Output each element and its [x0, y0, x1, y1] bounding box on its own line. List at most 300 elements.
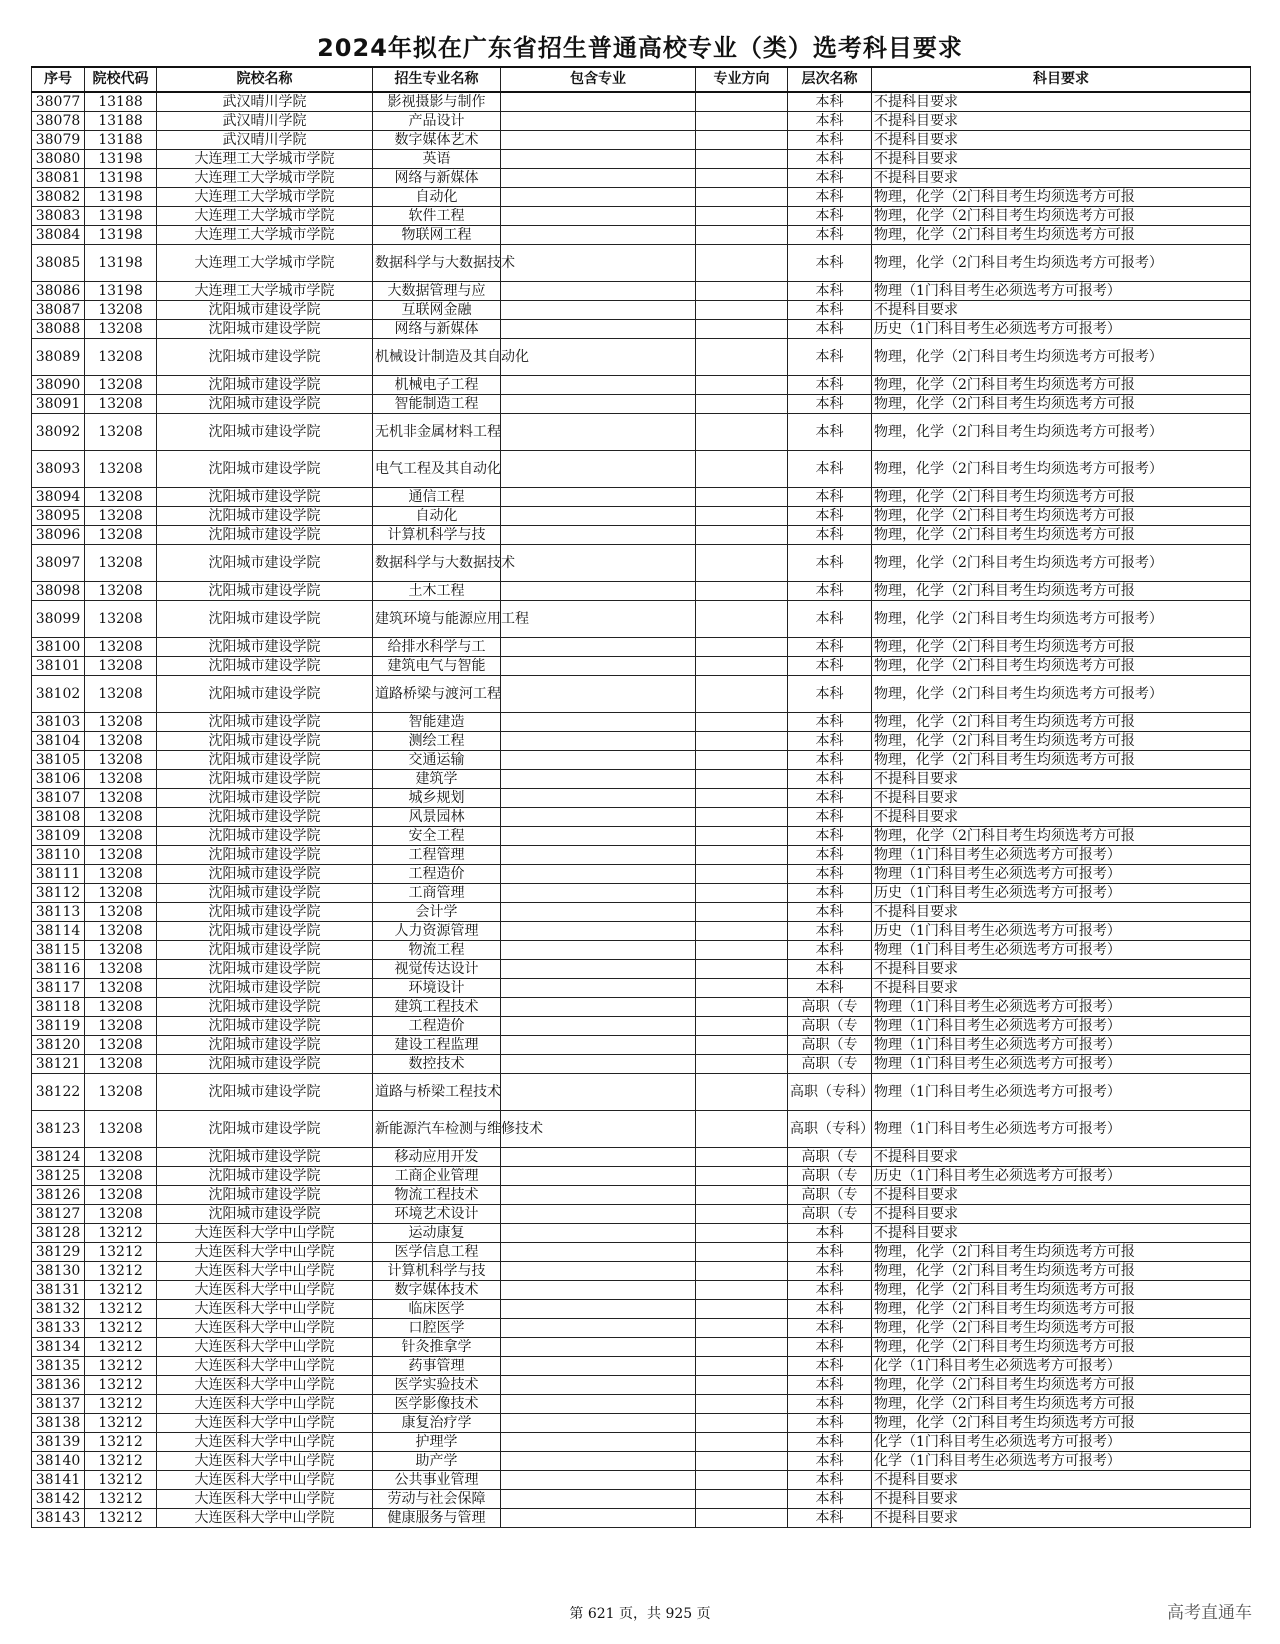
cell-included — [501, 1376, 696, 1395]
cell-level: 高职（专 — [788, 1205, 872, 1224]
cell-school: 沈阳城市建设学院 — [157, 488, 373, 507]
col-header-code: 院校代码 — [85, 67, 157, 92]
cell-requirement: 物理，化学（2门科目考生均须选考方可报考） — [872, 676, 1251, 713]
cell-id: 38106 — [32, 770, 85, 789]
cell-id: 38117 — [32, 979, 85, 998]
cell-school: 大连医科大学中山学院 — [157, 1281, 373, 1300]
cell-included — [501, 545, 696, 582]
cell-included — [501, 582, 696, 601]
cell-id: 38134 — [32, 1338, 85, 1357]
cell-level: 本科 — [788, 922, 872, 941]
cell-direction — [696, 545, 788, 582]
cell-direction — [696, 1471, 788, 1490]
cell-requirement: 不提科目要求 — [872, 112, 1251, 131]
cell-id: 38090 — [32, 376, 85, 395]
cell-level: 本科 — [788, 789, 872, 808]
cell-school: 沈阳城市建设学院 — [157, 789, 373, 808]
cell-major: 会计学 — [373, 903, 501, 922]
cell-id: 38127 — [32, 1205, 85, 1224]
cell-included — [501, 320, 696, 339]
table-row — [32, 1414, 1251, 1433]
cell-id: 38096 — [32, 526, 85, 545]
cell-direction — [696, 1262, 788, 1281]
table-row — [32, 1433, 1251, 1452]
cell-included — [501, 979, 696, 998]
cell-code: 13208 — [85, 451, 157, 488]
cell-level: 本科 — [788, 1395, 872, 1414]
cell-requirement: 物理（1门科目考生必须选考方可报考） — [872, 1017, 1251, 1036]
col-header-major: 招生专业名称 — [373, 67, 501, 92]
table-row — [32, 998, 1251, 1017]
cell-code: 13208 — [85, 301, 157, 320]
cell-code: 13212 — [85, 1414, 157, 1433]
cell-level: 本科 — [788, 226, 872, 245]
cell-direction — [696, 1111, 788, 1148]
cell-included — [501, 1414, 696, 1433]
cell-direction — [696, 188, 788, 207]
table-row — [32, 376, 1251, 395]
cell-major: 视觉传达设计 — [373, 960, 501, 979]
cell-code: 13198 — [85, 226, 157, 245]
cell-school: 大连理工大学城市学院 — [157, 245, 373, 282]
cell-code: 13188 — [85, 92, 157, 112]
brand-watermark: 高考直通车 — [1167, 1603, 1252, 1623]
cell-direction — [696, 960, 788, 979]
cell-level: 本科 — [788, 1357, 872, 1376]
table-row — [32, 488, 1251, 507]
cell-school: 大连医科大学中山学院 — [157, 1414, 373, 1433]
cell-major: 工商企业管理 — [373, 1167, 501, 1186]
cell-major: 建设工程监理 — [373, 1036, 501, 1055]
cell-requirement: 不提科目要求 — [872, 903, 1251, 922]
cell-major: 软件工程 — [373, 207, 501, 226]
cell-direction — [696, 1224, 788, 1243]
cell-code: 13188 — [85, 112, 157, 131]
cell-code: 13208 — [85, 414, 157, 451]
table-row — [32, 1205, 1251, 1224]
cell-id: 38082 — [32, 188, 85, 207]
cell-id: 38131 — [32, 1281, 85, 1300]
cell-requirement: 不提科目要求 — [872, 1186, 1251, 1205]
cell-level: 本科 — [788, 865, 872, 884]
cell-level: 本科 — [788, 526, 872, 545]
page-title: 2024年拟在广东省招生普通高校专业（类）选考科目要求 — [317, 34, 963, 62]
cell-school: 沈阳城市建设学院 — [157, 676, 373, 713]
cell-requirement: 化学（1门科目考生必须选考方可报考） — [872, 1433, 1251, 1452]
cell-id: 38122 — [32, 1074, 85, 1111]
cell-level: 本科 — [788, 884, 872, 903]
cell-direction — [696, 1357, 788, 1376]
cell-major: 运动康复 — [373, 1224, 501, 1243]
cell-included — [501, 751, 696, 770]
table-row — [32, 1395, 1251, 1414]
cell-id: 38124 — [32, 1148, 85, 1167]
cell-level: 本科 — [788, 676, 872, 713]
cell-direction — [696, 1395, 788, 1414]
table-row — [32, 1262, 1251, 1281]
cell-school: 沈阳城市建设学院 — [157, 751, 373, 770]
cell-included — [501, 808, 696, 827]
cell-major: 电气工程及其自动化 — [373, 451, 501, 488]
cell-level: 本科 — [788, 245, 872, 282]
cell-included — [501, 676, 696, 713]
subject-requirements-table — [31, 66, 1251, 1528]
table-row — [32, 582, 1251, 601]
cell-direction — [696, 245, 788, 282]
cell-school: 大连医科大学中山学院 — [157, 1243, 373, 1262]
table-row — [32, 339, 1251, 376]
cell-code: 13208 — [85, 1074, 157, 1111]
cell-requirement: 不提科目要求 — [872, 131, 1251, 150]
cell-major: 影视摄影与制作 — [373, 92, 501, 112]
table-row — [32, 638, 1251, 657]
table-row — [32, 414, 1251, 451]
table-row — [32, 922, 1251, 941]
cell-school: 大连医科大学中山学院 — [157, 1338, 373, 1357]
cell-level: 本科 — [788, 131, 872, 150]
cell-requirement: 物理，化学（2门科目考生均须选考方可报 — [872, 395, 1251, 414]
col-header-included: 包含专业 — [501, 67, 696, 92]
cell-level: 本科 — [788, 1281, 872, 1300]
table-row — [32, 732, 1251, 751]
cell-code: 13212 — [85, 1452, 157, 1471]
cell-code: 13208 — [85, 657, 157, 676]
table-row — [32, 1376, 1251, 1395]
cell-school: 沈阳城市建设学院 — [157, 827, 373, 846]
table-row — [32, 226, 1251, 245]
cell-included — [501, 1357, 696, 1376]
cell-level: 本科 — [788, 92, 872, 112]
cell-school: 沈阳城市建设学院 — [157, 713, 373, 732]
cell-id: 38141 — [32, 1471, 85, 1490]
cell-major: 移动应用开发 — [373, 1148, 501, 1167]
cell-level: 本科 — [788, 1376, 872, 1395]
cell-id: 38126 — [32, 1186, 85, 1205]
cell-school: 大连医科大学中山学院 — [157, 1319, 373, 1338]
cell-school: 大连理工大学城市学院 — [157, 188, 373, 207]
cell-id: 38125 — [32, 1167, 85, 1186]
cell-school: 沈阳城市建设学院 — [157, 638, 373, 657]
cell-id: 38093 — [32, 451, 85, 488]
cell-requirement: 物理，化学（2门科目考生均须选考方可报 — [872, 657, 1251, 676]
cell-direction — [696, 1433, 788, 1452]
cell-id: 38115 — [32, 941, 85, 960]
cell-school: 沈阳城市建设学院 — [157, 414, 373, 451]
cell-code: 13198 — [85, 207, 157, 226]
cell-included — [501, 1243, 696, 1262]
cell-direction — [696, 884, 788, 903]
cell-requirement: 物理，化学（2门科目考生均须选考方可报 — [872, 1262, 1251, 1281]
cell-level: 本科 — [788, 207, 872, 226]
cell-major: 人力资源管理 — [373, 922, 501, 941]
cell-code: 13208 — [85, 713, 157, 732]
cell-direction — [696, 376, 788, 395]
cell-code: 13208 — [85, 960, 157, 979]
cell-level: 本科 — [788, 601, 872, 638]
cell-requirement: 不提科目要求 — [872, 979, 1251, 998]
cell-requirement: 不提科目要求 — [872, 808, 1251, 827]
cell-id: 38142 — [32, 1490, 85, 1509]
cell-id: 38138 — [32, 1414, 85, 1433]
cell-major: 建筑电气与智能 — [373, 657, 501, 676]
cell-code: 13212 — [85, 1224, 157, 1243]
cell-included — [501, 226, 696, 245]
col-header-direction: 专业方向 — [696, 67, 788, 92]
cell-code: 13208 — [85, 751, 157, 770]
cell-requirement: 不提科目要求 — [872, 1490, 1251, 1509]
cell-major: 通信工程 — [373, 488, 501, 507]
cell-level: 本科 — [788, 941, 872, 960]
cell-direction — [696, 150, 788, 169]
cell-code: 13208 — [85, 884, 157, 903]
cell-code: 13208 — [85, 676, 157, 713]
cell-code: 13208 — [85, 770, 157, 789]
cell-requirement: 物理，化学（2门科目考生均须选考方可报考） — [872, 339, 1251, 376]
cell-requirement: 物理，化学（2门科目考生均须选考方可报 — [872, 488, 1251, 507]
cell-code: 13208 — [85, 865, 157, 884]
table-row — [32, 1509, 1251, 1528]
cell-school: 沈阳城市建设学院 — [157, 808, 373, 827]
cell-requirement: 不提科目要求 — [872, 1205, 1251, 1224]
cell-school: 沈阳城市建设学院 — [157, 545, 373, 582]
cell-school: 武汉晴川学院 — [157, 92, 373, 112]
page-number: 第 621 页，共 925 页 — [569, 1606, 711, 1622]
cell-included — [501, 1167, 696, 1186]
cell-direction — [696, 751, 788, 770]
cell-school: 大连医科大学中山学院 — [157, 1452, 373, 1471]
cell-level: 本科 — [788, 1262, 872, 1281]
cell-requirement: 物理（1门科目考生必须选考方可报考） — [872, 1036, 1251, 1055]
cell-code: 13198 — [85, 282, 157, 301]
cell-major: 自动化 — [373, 507, 501, 526]
cell-requirement: 历史（1门科目考生必须选考方可报考） — [872, 884, 1251, 903]
cell-id: 38087 — [32, 301, 85, 320]
cell-level: 本科 — [788, 638, 872, 657]
cell-included — [501, 1471, 696, 1490]
cell-code: 13208 — [85, 903, 157, 922]
cell-school: 大连医科大学中山学院 — [157, 1433, 373, 1452]
cell-code: 13208 — [85, 789, 157, 808]
cell-school: 沈阳城市建设学院 — [157, 941, 373, 960]
cell-id: 38116 — [32, 960, 85, 979]
table-row — [32, 507, 1251, 526]
cell-included — [501, 1452, 696, 1471]
cell-level: 本科 — [788, 582, 872, 601]
cell-id: 38084 — [32, 226, 85, 245]
cell-direction — [696, 169, 788, 188]
cell-major: 劳动与社会保障 — [373, 1490, 501, 1509]
cell-requirement: 物理，化学（2门科目考生均须选考方可报 — [872, 1281, 1251, 1300]
cell-major: 互联网金融 — [373, 301, 501, 320]
table-row — [32, 1036, 1251, 1055]
cell-included — [501, 960, 696, 979]
cell-level: 本科 — [788, 1509, 872, 1528]
cell-direction — [696, 92, 788, 112]
cell-direction — [696, 1281, 788, 1300]
cell-code: 13212 — [85, 1262, 157, 1281]
cell-requirement: 物理，化学（2门科目考生均须选考方可报 — [872, 226, 1251, 245]
cell-included — [501, 732, 696, 751]
cell-school: 大连医科大学中山学院 — [157, 1376, 373, 1395]
cell-school: 沈阳城市建设学院 — [157, 601, 373, 638]
cell-school: 大连医科大学中山学院 — [157, 1395, 373, 1414]
cell-included — [501, 301, 696, 320]
cell-major: 药事管理 — [373, 1357, 501, 1376]
cell-major: 机械设计制造及其自动化 — [373, 339, 501, 376]
cell-id: 38108 — [32, 808, 85, 827]
table-row — [32, 1471, 1251, 1490]
cell-included — [501, 207, 696, 226]
cell-requirement: 不提科目要求 — [872, 150, 1251, 169]
cell-major: 智能建造 — [373, 713, 501, 732]
table-row — [32, 941, 1251, 960]
cell-level: 本科 — [788, 507, 872, 526]
cell-major: 物流工程 — [373, 941, 501, 960]
cell-major: 医学影像技术 — [373, 1395, 501, 1414]
cell-code: 13208 — [85, 998, 157, 1017]
cell-school: 大连医科大学中山学院 — [157, 1471, 373, 1490]
cell-code: 13208 — [85, 320, 157, 339]
cell-id: 38104 — [32, 732, 85, 751]
cell-school: 沈阳城市建设学院 — [157, 301, 373, 320]
cell-direction — [696, 582, 788, 601]
cell-level: 本科 — [788, 414, 872, 451]
cell-school: 沈阳城市建设学院 — [157, 884, 373, 903]
cell-id: 38078 — [32, 112, 85, 131]
cell-id: 38083 — [32, 207, 85, 226]
cell-level: 高职（专 — [788, 1055, 872, 1074]
cell-level: 本科 — [788, 1243, 872, 1262]
cell-included — [501, 1224, 696, 1243]
cell-direction — [696, 732, 788, 751]
table-row — [32, 657, 1251, 676]
cell-requirement: 不提科目要求 — [872, 92, 1251, 112]
cell-school: 大连理工大学城市学院 — [157, 282, 373, 301]
header-row — [32, 67, 1251, 92]
cell-direction — [696, 1148, 788, 1167]
cell-code: 13212 — [85, 1338, 157, 1357]
cell-code: 13212 — [85, 1490, 157, 1509]
cell-school: 沈阳城市建设学院 — [157, 1036, 373, 1055]
cell-included — [501, 657, 696, 676]
cell-level: 本科 — [788, 1338, 872, 1357]
cell-included — [501, 339, 696, 376]
cell-code: 13208 — [85, 526, 157, 545]
cell-code: 13212 — [85, 1357, 157, 1376]
cell-included — [501, 789, 696, 808]
table-row — [32, 751, 1251, 770]
cell-major: 针灸推拿学 — [373, 1338, 501, 1357]
cell-code: 13208 — [85, 638, 157, 657]
cell-id: 38095 — [32, 507, 85, 526]
cell-major: 康复治疗学 — [373, 1414, 501, 1433]
cell-id: 38129 — [32, 1243, 85, 1262]
cell-id: 38105 — [32, 751, 85, 770]
cell-major: 交通运输 — [373, 751, 501, 770]
cell-direction — [696, 1414, 788, 1433]
cell-level: 本科 — [788, 827, 872, 846]
cell-code: 13208 — [85, 1036, 157, 1055]
cell-major: 医学信息工程 — [373, 1243, 501, 1262]
cell-included — [501, 1017, 696, 1036]
cell-major: 给排水科学与工 — [373, 638, 501, 657]
cell-id: 38119 — [32, 1017, 85, 1036]
cell-school: 沈阳城市建设学院 — [157, 376, 373, 395]
cell-requirement: 不提科目要求 — [872, 1471, 1251, 1490]
cell-code: 13208 — [85, 395, 157, 414]
cell-major: 物流工程技术 — [373, 1186, 501, 1205]
cell-level: 高职（专 — [788, 1186, 872, 1205]
cell-school: 沈阳城市建设学院 — [157, 1074, 373, 1111]
cell-level: 本科 — [788, 846, 872, 865]
cell-requirement: 物理，化学（2门科目考生均须选考方可报 — [872, 376, 1251, 395]
cell-school: 沈阳城市建设学院 — [157, 1205, 373, 1224]
cell-direction — [696, 1452, 788, 1471]
cell-direction — [696, 1376, 788, 1395]
cell-included — [501, 1262, 696, 1281]
cell-direction — [696, 846, 788, 865]
cell-direction — [696, 638, 788, 657]
col-header-id: 序号 — [32, 67, 85, 92]
cell-requirement: 历史（1门科目考生必须选考方可报考） — [872, 320, 1251, 339]
cell-level: 高职（专 — [788, 1167, 872, 1186]
cell-school: 大连医科大学中山学院 — [157, 1490, 373, 1509]
cell-direction — [696, 979, 788, 998]
cell-code: 13208 — [85, 339, 157, 376]
table-row — [32, 1357, 1251, 1376]
cell-id: 38088 — [32, 320, 85, 339]
cell-id: 38079 — [32, 131, 85, 150]
cell-school: 沈阳城市建设学院 — [157, 507, 373, 526]
table-row — [32, 884, 1251, 903]
cell-requirement: 物理，化学（2门科目考生均须选考方可报 — [872, 526, 1251, 545]
cell-id: 38103 — [32, 713, 85, 732]
table-row — [32, 713, 1251, 732]
cell-included — [501, 1055, 696, 1074]
cell-level: 本科 — [788, 376, 872, 395]
table-row — [32, 789, 1251, 808]
cell-level: 本科 — [788, 808, 872, 827]
cell-included — [501, 601, 696, 638]
cell-requirement: 物理（1门科目考生必须选考方可报考） — [872, 846, 1251, 865]
cell-direction — [696, 488, 788, 507]
table-row — [32, 188, 1251, 207]
cell-level: 本科 — [788, 451, 872, 488]
cell-code: 13208 — [85, 846, 157, 865]
table-row — [32, 169, 1251, 188]
cell-included — [501, 903, 696, 922]
cell-included — [501, 1490, 696, 1509]
cell-school: 武汉晴川学院 — [157, 112, 373, 131]
table-row — [32, 1319, 1251, 1338]
cell-major: 机械电子工程 — [373, 376, 501, 395]
table-row — [32, 150, 1251, 169]
cell-direction — [696, 131, 788, 150]
cell-id: 38089 — [32, 339, 85, 376]
cell-major: 智能制造工程 — [373, 395, 501, 414]
cell-school: 沈阳城市建设学院 — [157, 846, 373, 865]
cell-school: 沈阳城市建设学院 — [157, 1186, 373, 1205]
cell-direction — [696, 865, 788, 884]
cell-major: 计算机科学与技 — [373, 1262, 501, 1281]
table-row — [32, 245, 1251, 282]
cell-code: 13208 — [85, 808, 157, 827]
cell-id: 38120 — [32, 1036, 85, 1055]
table-row — [32, 1111, 1251, 1148]
cell-code: 13198 — [85, 245, 157, 282]
cell-major: 英语 — [373, 150, 501, 169]
cell-level: 本科 — [788, 112, 872, 131]
